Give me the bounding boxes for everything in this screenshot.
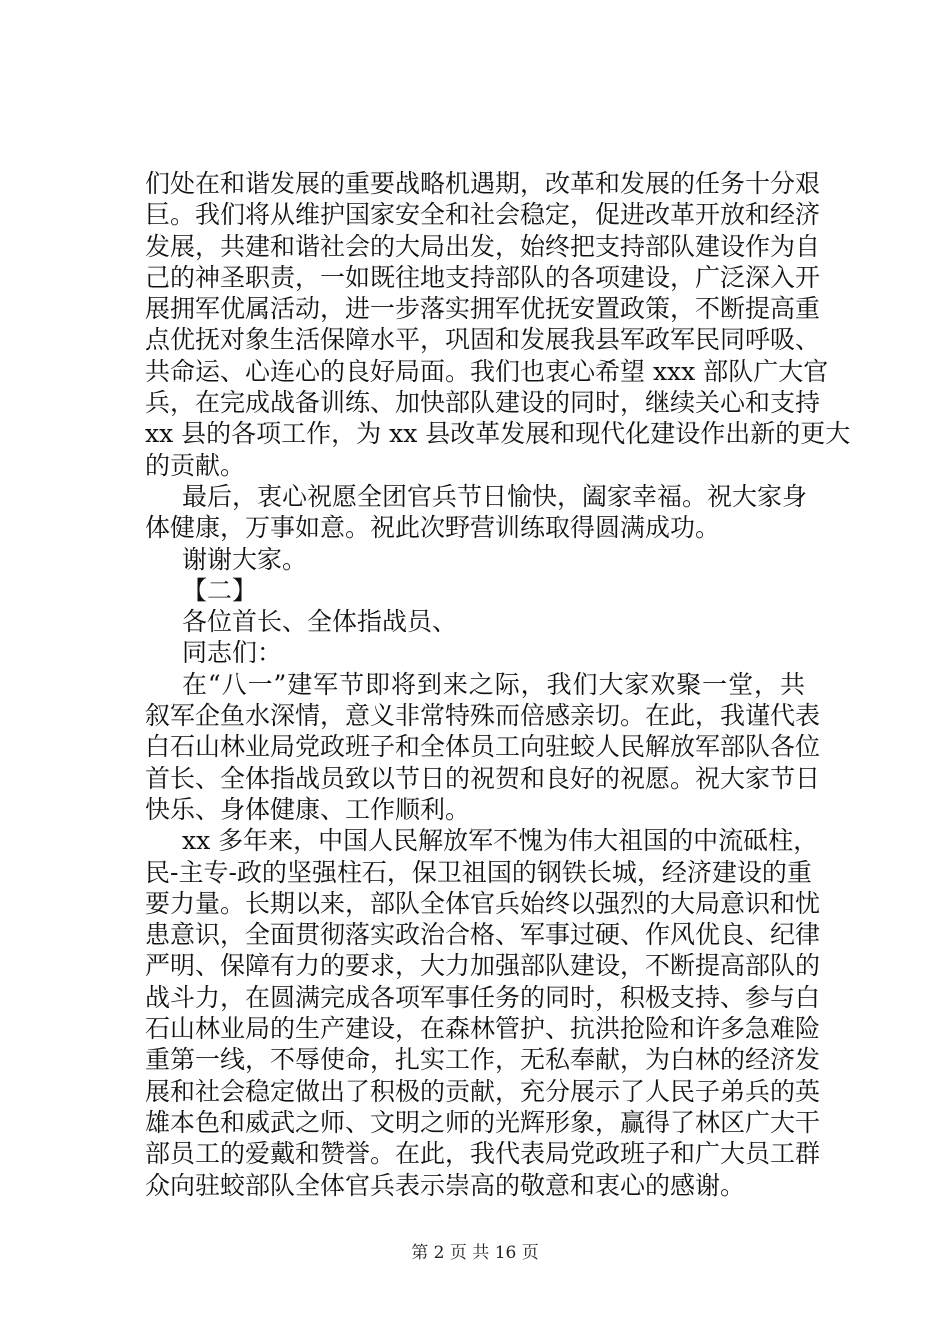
text-line: 首长、全体指战员致以节日的祝贺和良好的祝愿。祝大家节日	[145, 763, 821, 793]
text-line: 雄本色和威武之师、文明之师的光辉形象，赢得了林区广大干	[145, 1107, 821, 1137]
page-footer: 第 2 页 共 16 页	[411, 1243, 539, 1263]
text-line: 战斗力，在圆满完成各项军事任务的同时，积极支持、参与白	[145, 982, 821, 1012]
text-line: 众向驻蛟部队全体官兵表示崇高的敬意和衷心的感谢。	[145, 1170, 746, 1200]
text-line: 体健康，万事如意。祝此次野营训练取得圆满成功。	[145, 513, 721, 543]
text-line: 发展，共建和谐社会的大局出发，始终把支持部队建设作为自	[145, 231, 821, 261]
text-line: 在“八一”建军节即将到来之际，我们大家欢聚一堂，共	[182, 669, 805, 699]
text-line: 白石山林业局党政班子和全体员工向驻蛟人民解放军部队各位	[145, 732, 821, 762]
text-line: xx 县的各项工作，为 xx 县改革发展和现代化建设作出新的更大	[145, 419, 851, 449]
text-line: 民-主专-政的坚强柱石，保卫祖国的钢铁长城，经济建设的重	[145, 857, 812, 887]
text-line: 巨。我们将从维护国家安全和社会稳定，促进改革开放和经济	[145, 200, 821, 230]
text-line: 展和社会稳定做出了积极的贡献，充分展示了人民子弟兵的英	[145, 1076, 821, 1106]
text-line: 各位首长、全体指战员、	[182, 607, 458, 637]
text-line: 快乐、身体健康、工作顺利。	[145, 794, 471, 824]
text-line: 同志们：	[182, 638, 283, 668]
text-line: 共命运、心连心的良好局面。我们也衷心希望 xxx 部队广大官	[145, 356, 829, 386]
text-line: 患意识，全面贯彻落实政治合格、军事过硬、作风优良、纪律	[145, 920, 821, 950]
text-line: 【二】	[182, 575, 258, 605]
text-line: 要力量。长期以来，部队全体官兵始终以强烈的大局意识和忧	[145, 888, 821, 918]
text-line: 点优抚对象生活保障水平，巩固和发展我县军政军民同呼吸、	[145, 325, 821, 355]
text-line: 重第一线，不辱使命，扎实工作，无私奉献，为白林的经济发	[145, 1045, 821, 1075]
text-line: 部员工的爱戴和赞誉。在此，我代表局党政班子和广大员工群	[145, 1139, 821, 1169]
text-line: 们处在和谐发展的重要战略机遇期，改革和发展的任务十分艰	[145, 169, 821, 198]
text-line: xx 多年来，中国人民解放军不愧为伟大祖国的中流砥柱，	[182, 826, 819, 856]
text-line: 叙军企鱼水深情，意义非常特殊而倍感亲切。在此，我谨代表	[145, 701, 821, 731]
text-line: 展拥军优属活动，进一步落实拥军优抚安置政策，不断提高重	[145, 294, 821, 324]
document-body	[145, 168, 851, 1201]
text-line: 最后，衷心祝愿全团官兵节日愉快，阖家幸福。祝大家身	[182, 481, 808, 511]
text-line: 谢谢大家。	[182, 544, 308, 574]
text-line: 严明、保障有力的要求，大力加强部队建设，不断提高部队的	[145, 951, 821, 981]
text-line: 石山林业局的生产建设，在森林管护、抗洪抢险和许多急难险	[145, 1014, 821, 1044]
text-line: 己的神圣职责，一如既往地支持部队的各项建设，广泛深入开	[145, 262, 821, 292]
text-line: 兵，在完成战备训练、加快部队建设的同时，继续关心和支持	[145, 388, 821, 418]
text-line: 的贡献。	[145, 450, 246, 480]
